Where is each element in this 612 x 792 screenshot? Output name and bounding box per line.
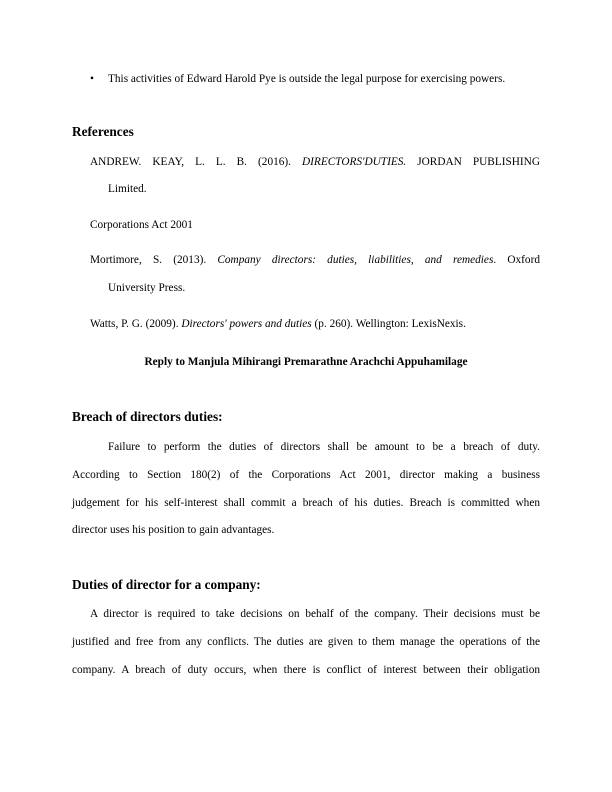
references-heading: References [72, 124, 134, 139]
section-2-heading: Duties of director for a company: [72, 577, 261, 592]
reference-1-line-1 [90, 156, 540, 168]
reference-3-line-2: University Press. [108, 282, 186, 294]
reference-1-authors: ANDREW. KEAY, L. L. B. (2016). [90, 156, 291, 168]
bullet-text: This activities of Edward Harold Pye is outside the legal purpose for exercising powers. [108, 73, 506, 85]
bullet-dot-icon: • [90, 73, 94, 85]
reference-3-authors: Mortimore, S. (2013). [90, 254, 207, 266]
reference-2: Corporations Act 2001 [90, 219, 193, 231]
section-1-heading: Breach of directors duties: [72, 409, 223, 424]
section-2-line-3: company. A breach of duty occurs, when there is conflict of interest between their obligation [72, 664, 540, 676]
reference-4-title: Directors' powers and duties [181, 318, 312, 330]
reference-1-line-2: Limited. [108, 183, 147, 195]
section-1-line-2: According to Section 180(2) of the Corporations Act 2001, director making a business [72, 469, 540, 481]
reference-1-publisher: JORDAN PUBLISHING [417, 156, 541, 168]
section-2-line-2: justified and free from any conflicts. The duties are given to them manage the operations of the [72, 636, 540, 648]
reference-4 [90, 318, 466, 330]
reference-3-publisher: . Oxford [493, 254, 540, 266]
reference-4-details: (p. 260). Wellington: LexisNexis. [314, 318, 466, 330]
reference-4-authors: Watts, P. G. (2009). [90, 318, 179, 330]
reference-1-title: DIRECTORS'DUTIES. [302, 156, 407, 168]
section-2-line-1: A director is required to take decisions on behalf of the company. Their decisions must be [90, 608, 540, 620]
section-1-line-3: judgement for his self-interest shall commit a breach of his duties. Breach is committed when [72, 497, 540, 509]
reference-3-title: Company directors: duties, liabilities, and remedies [217, 254, 494, 266]
section-1-line-1: Failure to perform the duties of directors shall be amount to be a breach of duty. [108, 441, 540, 453]
section-1-line-4: director uses his position to gain advantages. [72, 524, 275, 536]
reply-title: Reply to Manjula Mihirangi Premarathne Arachchi Appuhamilage [144, 356, 468, 368]
reference-3-line-1 [90, 254, 540, 266]
